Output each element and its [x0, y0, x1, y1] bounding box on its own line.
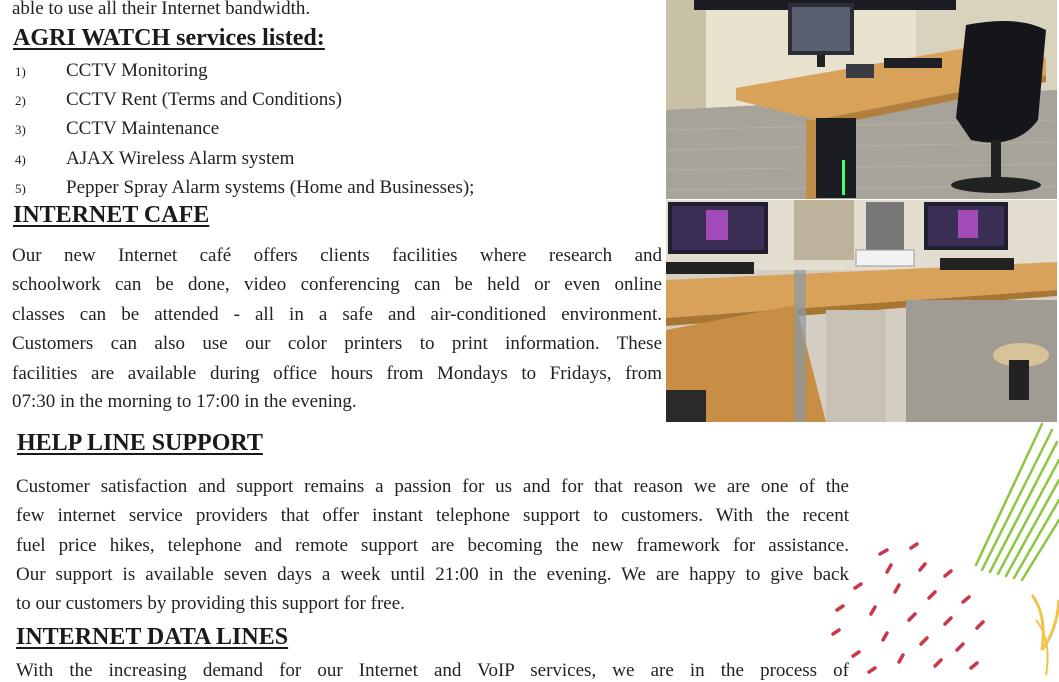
cafe-paragraph-line: facilities are available during office hours from Mondays to Fridays, from: [12, 363, 662, 384]
cafe-paragraph-line: 07:30 in the morning to 17:00 in the evening.: [12, 391, 357, 412]
help-paragraph-line: few internet service providers that offer instant telephone support to customers. With the recent: [16, 505, 849, 526]
list-item-cctv-rent: CCTV Rent (Terms and Conditions): [66, 89, 342, 110]
office-desk-photo: [666, 0, 1057, 199]
agri-watch-heading: AGRI WATCH services listed:: [13, 25, 325, 51]
help-paragraph-line: fuel price hikes, telephone and remote support are becoming the new framework for assistance.: [16, 535, 849, 556]
list-item-cctv-monitoring: CCTV Monitoring: [66, 60, 208, 81]
help-paragraph-line: Customer satisfaction and support remains a passion for us and for that reason we are one of the: [16, 476, 849, 497]
intro-tail-text: able to use all their Internet bandwidth.: [12, 0, 311, 19]
list-item-cctv-maintenance: CCTV Maintenance: [66, 118, 220, 139]
cafe-paragraph-line: schoolwork can be done, video conferencing can be held or even online: [12, 274, 662, 295]
list-number: 1): [15, 64, 26, 79]
cafe-paragraph-line: Customers can also use our color printers to print information. These: [12, 333, 662, 354]
help-paragraph-line: to our customers by providing this support for free.: [16, 593, 405, 614]
list-number: 5): [15, 181, 26, 196]
red-dots-decoration: [825, 540, 990, 675]
list-number: 4): [15, 152, 26, 167]
cafe-paragraph-line: Our new Internet café offers clients facilities where research and: [12, 245, 662, 266]
list-item-pepper-spray: Pepper Spray Alarm systems (Home and Businesses);: [66, 177, 475, 198]
data-lines-paragraph-line: With the increasing demand for our Internet and VoIP services, we are in the process of: [16, 660, 849, 681]
list-item-ajax-alarm: AJAX Wireless Alarm system: [66, 148, 295, 169]
cafe-paragraph-line: classes can be attended - all in a safe and air-conditioned environment.: [12, 304, 662, 325]
list-number: 3): [15, 122, 26, 137]
internet-cafe-heading: INTERNET CAFE: [13, 202, 210, 228]
help-line-heading: HELP LINE SUPPORT: [17, 430, 263, 456]
list-number: 2): [15, 93, 26, 108]
help-paragraph-line: Our support is available seven days a week until 21:00 in the evening. We are happy to give back: [16, 564, 849, 585]
data-lines-heading: INTERNET DATA LINES: [16, 624, 289, 650]
internet-cafe-photo: [666, 200, 1057, 422]
